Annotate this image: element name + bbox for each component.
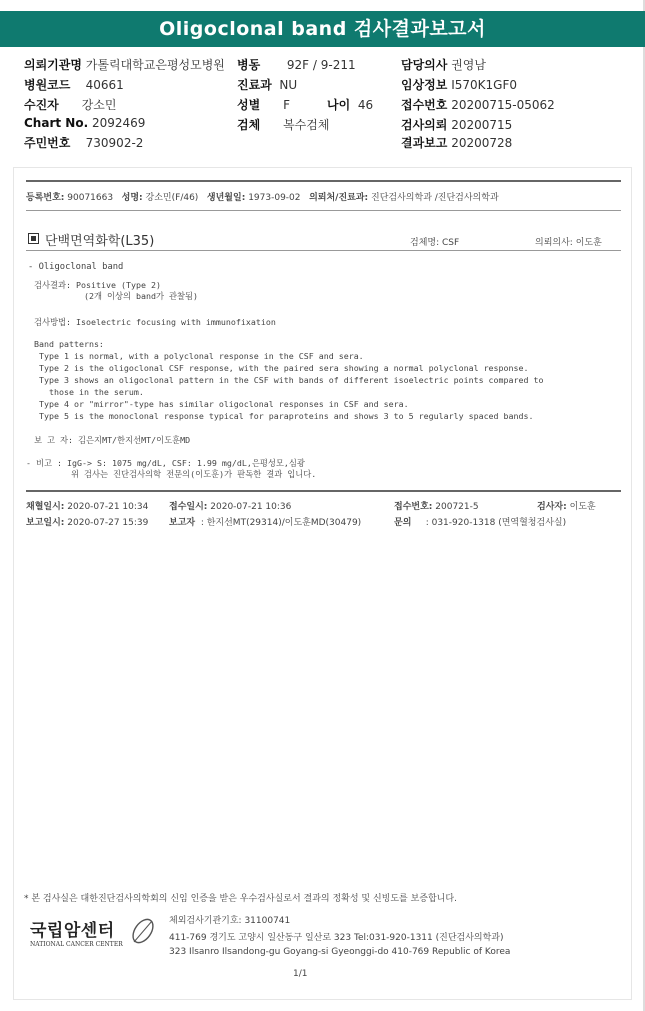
divider: [26, 180, 621, 182]
divider: [26, 490, 621, 492]
pattern-line: Type 4 or "mirror"-type has similar oligoclonal responses in CSF and sera.: [34, 399, 409, 409]
page-number: 1/1: [293, 969, 308, 979]
note-line: - 비고 : IgG-> S: 1075 mg/dL, CSF: 1.99 mg/dL,은평성모,심광: [26, 458, 305, 468]
header-chart-no: Chart No. 2092469: [24, 116, 146, 130]
test-name: - Oligoclonal band: [28, 262, 124, 272]
checkbox-icon: [28, 233, 39, 244]
header-age: 나이 46: [327, 98, 374, 112]
reporter: 보고자 : 한지선MT(29314)/이도훈MD(30479): [169, 518, 362, 528]
pattern-line: those in the serum.: [34, 387, 144, 397]
header-doctor: 담당의사 권영남: [401, 58, 486, 72]
leaf-icon: [128, 916, 158, 946]
patient-info-line: 등록번호: 90071663 성명: 강소민(F/46) 생년월일: 1973-09-02 의뢰처/진료과: 진단검사의학과 /진단검사의학과: [26, 193, 499, 203]
pattern-line: Band patterns:: [34, 339, 104, 349]
result-note: (2개 이상의 band가 관찰됨): [34, 291, 199, 301]
pattern-line: Type 5 is the monoclonal response typical for paraproteins and shows 3 to 5 regularly spaced bands.: [34, 411, 534, 421]
section-title: 단백면역화학(L35): [28, 230, 154, 249]
reporter-line: 보 고 자: 김은지MT/한지선MT/이도훈MD: [34, 435, 191, 445]
method-line: 검사방법: Isoelectric focusing with immunofixation: [34, 317, 276, 327]
pattern-line: Type 1 is normal, with a polyclonal response in the CSF and sera.: [34, 351, 364, 361]
certification-note: * 본 검사실은 대한진단검사의학회의 신임 인증을 받은 우수검사실로서 결과의 정확성 및 신빙도를 보증합니다.: [24, 894, 457, 904]
address-english: 323 Ilsanro Ilsandong-gu Goyang-si Gyeonggi-do 410-769 Republic of Korea: [169, 947, 511, 957]
result-line: 검사결과: Positive (Type 2): [34, 280, 161, 290]
header-receipt-no: 접수번호 20200715-05062: [401, 98, 555, 112]
pattern-line: Type 3 shows an oligoclonal pattern in the CSF with bands of different isoelectric points compared to: [34, 375, 544, 385]
report-sheet: [14, 168, 631, 999]
header-ward: 병동 92F / 9-211: [237, 58, 356, 72]
collect-time: 채혈일시: 2020-07-21 10:34: [26, 502, 149, 512]
address-korean: 411-769 경기도 고양시 일산동구 일산로 323 Tel:031-920-1311 (진단검사의학과): [169, 933, 504, 943]
header-hospital-code: 병원코드 40661: [24, 78, 124, 92]
header-resident-no: 주민번호 730902-2: [24, 136, 144, 150]
receive-no: 접수번호: 200721-5: [394, 502, 479, 512]
logo-korean-name: 국립암센터: [30, 921, 115, 941]
header-dept: 진료과 NU: [237, 78, 298, 92]
report-time: 보고일시: 2020-07-27 15:39: [26, 518, 149, 528]
header-specimen: 검체 복수검체: [237, 118, 330, 132]
divider: [26, 250, 621, 251]
header-clinical-info: 임상정보 I570K1GF0: [401, 78, 517, 92]
header-request-date: 검사의뢰 20200715: [401, 118, 513, 132]
logo: [30, 916, 150, 952]
pattern-line: Type 2 is the oligoclonal CSF response, with the paired sera showing a normal polyclonal response.: [34, 363, 529, 373]
header-sex: 성별 F: [237, 98, 290, 112]
divider: [26, 210, 621, 211]
receive-time: 접수일시: 2020-07-21 10:36: [169, 502, 292, 512]
specimen-name: 검체명: CSF: [410, 238, 460, 248]
header-patient: 수진자 강소민: [24, 98, 117, 112]
org-code: 체외검사기관기호: 31100741: [169, 916, 291, 926]
requesting-doctor: 의뢰의사: 이도훈: [535, 238, 602, 248]
contact: 문의 : 031-920-1318 (면역혈청검사실): [394, 518, 567, 528]
header-hospital: 의뢰기관명 가톨릭대학교은평성모병원: [24, 58, 225, 72]
tester: 검사자: 이도훈: [537, 502, 596, 512]
header-report-date: 결과보고 20200728: [401, 136, 513, 150]
logo-english-name: NATIONAL CANCER CENTER: [30, 941, 123, 948]
note-line: 위 검사는 진단검사의학 전문의(이도훈)가 판독한 결과 입니다.: [26, 469, 317, 479]
report-title: Oligoclonal band 검사결과보고서: [0, 11, 645, 47]
